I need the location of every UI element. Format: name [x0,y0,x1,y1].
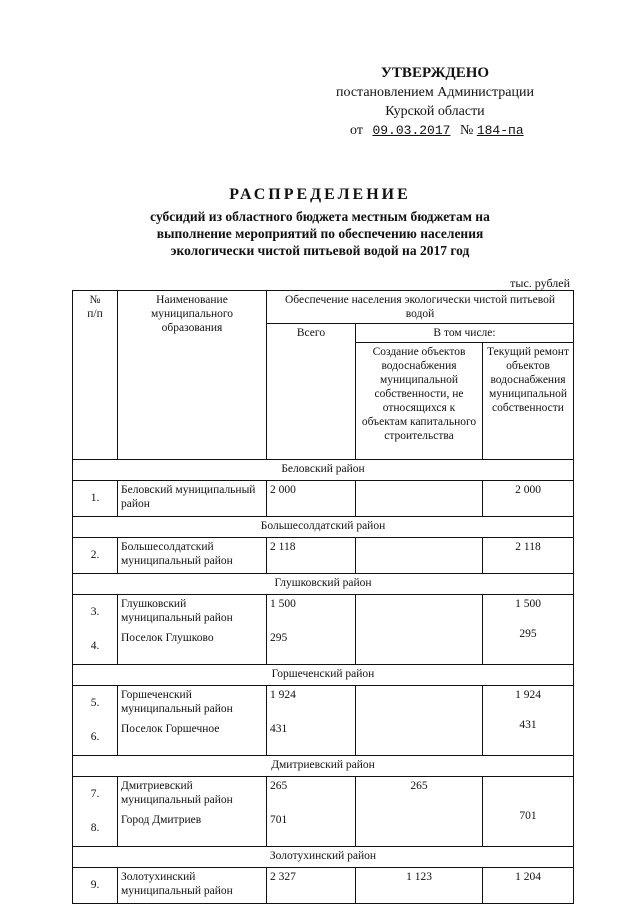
row-total: 2 118 [267,538,356,574]
cell-value: 1 123 [406,871,432,883]
unit-label: тыс. рублей [510,276,570,290]
district-row [73,665,574,686]
row-num: 2. [73,538,118,574]
district-name: Глушковский район [73,574,574,595]
table-row [73,686,574,721]
approval-date: 09.03.2017 [372,123,451,138]
district-row [73,460,574,481]
row-name: Поселок Горшечное [118,720,267,756]
cell-value [359,540,479,570]
row-name: Дмитриевский муниципальный район [118,777,267,812]
row-num: 1. [73,481,118,517]
approval-line-1: постановлением Администрации [336,85,534,100]
cell-value: 1 924 [515,689,541,701]
header-total: Всего [267,324,356,460]
cell-value: 2 000 [515,484,541,496]
row-col-b [483,595,574,665]
header-group: Обеспечение населения экологически чистой питьевой водой [267,291,574,324]
cell-value: 265 [410,780,428,792]
row-col-a [356,777,483,847]
row-col-a [356,595,483,665]
row-col-b [483,538,574,574]
table-row [73,595,574,630]
district-row [73,517,574,538]
title-sub-2: выполнение мероприятий по обеспечению населения [156,226,484,241]
title-main: РАСПРЕДЕЛЕНИЕ [229,186,411,203]
district-name: Большесолдатский район [73,517,574,538]
document-title [110,186,530,259]
district-row [73,756,574,777]
row-num: 6. [73,720,118,756]
cell-value [359,718,479,748]
title-sub-1: субсидий из областного бюджета местным бюджетам на [150,209,490,224]
row-total: 295 [267,629,356,665]
row-name: Беловский муниципальный район [118,481,267,517]
row-num: 7. [73,777,118,812]
district-name: Золотухинский район [73,847,574,868]
district-name: Горшеченский район [73,665,574,686]
row-num: 4. [73,629,118,665]
cell-value [359,627,479,657]
cell-value [359,688,479,718]
from-label: от [350,123,363,138]
row-num: 9. [73,868,118,904]
row-total: 431 [267,720,356,756]
row-name: Большесолдатский муниципальный район [118,538,267,574]
header-including: В том числе: [356,324,574,343]
row-col-b [483,686,574,756]
header-num-2: п/п [87,308,103,320]
row-name: Глушковский муниципальный район [118,595,267,630]
table-row [73,777,574,812]
row-col-a [356,538,483,574]
table-row [73,868,574,904]
approval-line-2: Курской области [385,104,485,119]
distribution-table [72,290,574,904]
row-name: Поселок Глушково [118,629,267,665]
table-row [73,538,574,574]
row-num: 3. [73,595,118,630]
cell-value: 701 [519,810,537,822]
district-row [73,574,574,595]
row-total: 1 924 [267,686,356,721]
header-name: Наименование муниципального образования [118,291,267,460]
header-col-a: Создание объектов водоснабжения муниципальной собственности, не относящихся к объектам капитального строительства [356,343,483,460]
row-col-b [483,777,574,847]
cell-value: 1 204 [515,871,541,883]
approval-block [300,64,570,140]
header-col-b: Текущий ремонт объектов водоснабжения муниципальной собственности [483,343,574,460]
title-sub-3: экологически чистой питьевой водой на 2017 год [170,243,470,258]
cell-value: 2 118 [515,541,541,553]
row-col-b [483,481,574,517]
row-total: 2 327 [267,868,356,904]
district-row [73,847,574,868]
header-num [73,291,118,460]
row-total: 265 [267,777,356,812]
table-row [73,481,574,517]
row-num: 8. [73,811,118,847]
row-name: Золотухинский муниципальный район [118,868,267,904]
number-label: № [459,123,474,138]
row-col-b [483,868,574,904]
cell-value [486,779,570,809]
district-name: Дмитриевский район [73,756,574,777]
cell-value [359,809,479,839]
row-col-a [356,686,483,756]
approval-number-line [300,121,570,140]
header-num-1: № [89,294,101,306]
cell-value [359,483,479,513]
row-name: Город Дмитриев [118,811,267,847]
row-col-a [356,481,483,517]
row-total: 1 500 [267,595,356,630]
cell-value: 431 [519,719,537,731]
row-num: 5. [73,686,118,721]
row-col-a [356,868,483,904]
approval-number: 184-па [476,123,524,138]
table-body [73,460,574,904]
approval-title: УТВЕРЖДЕНО [380,65,490,81]
row-total: 2 000 [267,481,356,517]
district-name: Беловский район [73,460,574,481]
cell-value: 1 500 [515,598,541,610]
row-name: Горшеченский муниципальный район [118,686,267,721]
cell-value [359,597,479,627]
cell-value: 295 [519,628,537,640]
row-total: 701 [267,811,356,847]
